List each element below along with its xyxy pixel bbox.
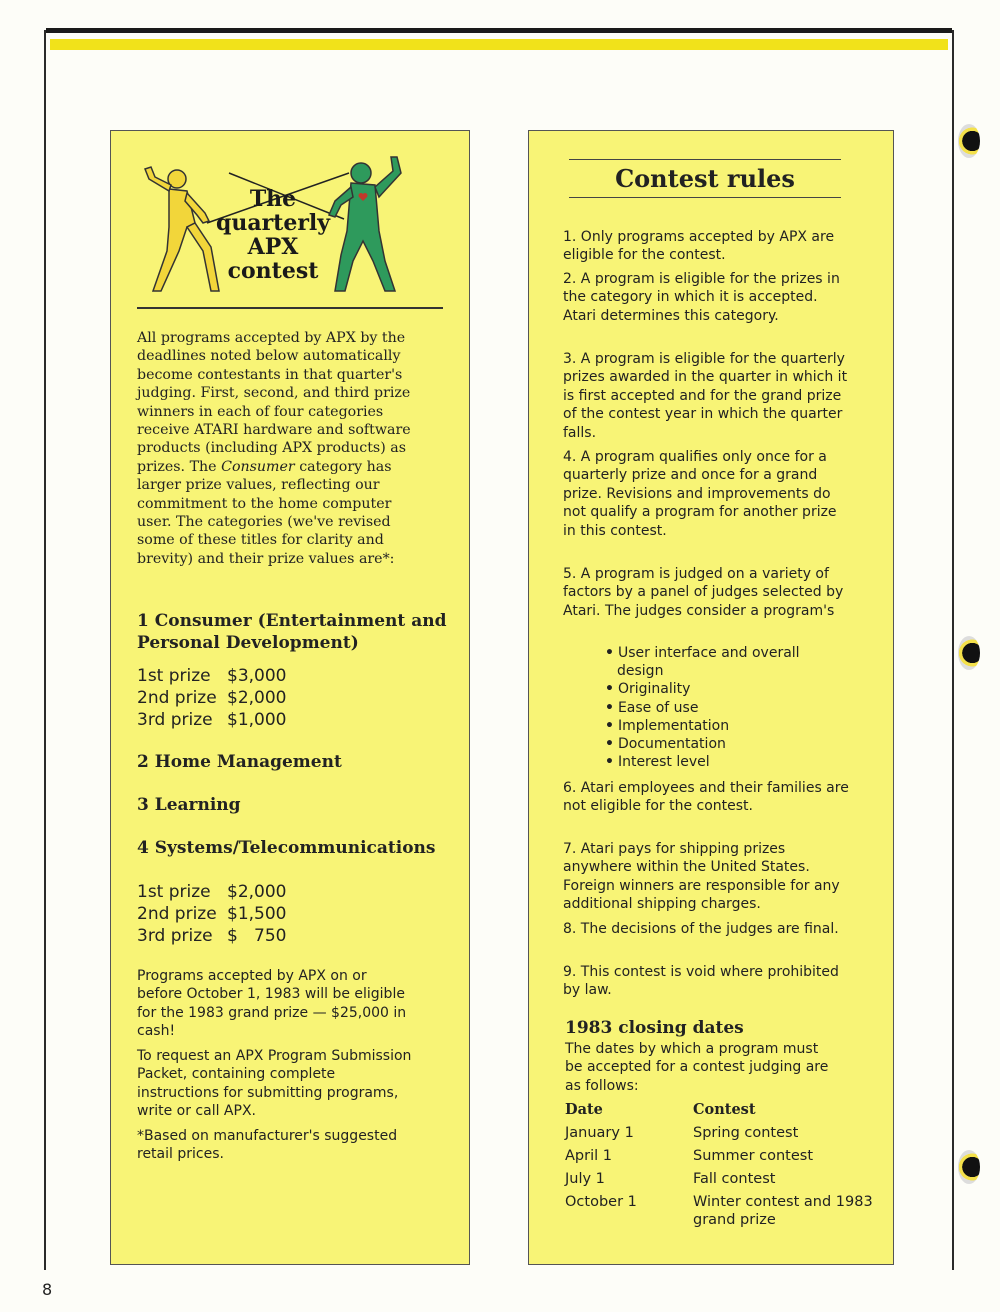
prize-row (137, 709, 387, 731)
date-cell: January 1 (565, 1125, 634, 1141)
rule-item: 8. The decisions of the judges are final. (563, 921, 839, 937)
table-row (565, 1124, 873, 1142)
closing-dates-intro: The dates by which a program must be accepted for a contest judging are as follows: (565, 1041, 829, 1094)
list-item: • Implementation (605, 717, 805, 735)
category-heading: 1 Consumer (Entertainment and Personal Development) (137, 611, 447, 653)
top-black-rule (46, 28, 952, 33)
intro-text: category has larger prize values, reflecting our commitment to the home computer user. The categories (we've revised some of these titles for clarity and brevity) and their prize values are*: (137, 458, 395, 567)
rule-item: 3. A program is eligible for the quarterly prizes awarded in the quarter in which it is first accepted and for the grand prize of the contest year in which the quarter falls. (563, 351, 848, 441)
binder-hole-icon (958, 636, 980, 670)
table-row (565, 1193, 873, 1229)
rule-item: 6. Atari employees and their families are not eligible for the contest. (563, 780, 849, 815)
intro-emphasis: Consumer (221, 458, 295, 475)
prize-label: 2nd prize (137, 904, 217, 924)
table-row (565, 1170, 873, 1188)
category-heading: 4 Systems/Telecommunications (137, 838, 436, 858)
title-line: contest (227, 258, 319, 284)
intro-paragraph (137, 329, 427, 568)
list-item: • Interest level (605, 753, 805, 771)
rule-item: 1. Only programs accepted by APX are eligible for the contest. (563, 229, 835, 264)
table-header (565, 1101, 873, 1119)
prize-row (137, 903, 387, 925)
contest-cell: Summer contest (693, 1148, 814, 1164)
page-number: 8 (42, 1280, 53, 1299)
prize-label: 3rd prize (137, 710, 213, 730)
prize-row (137, 665, 387, 687)
rule-item: 2. A program is eligible for the prizes in the category in which it is accepted. Atari determines this category. (563, 271, 840, 324)
contest-title (203, 187, 343, 283)
prize-row (137, 925, 387, 947)
rules-title: Contest rules (615, 164, 795, 193)
title-line: The (249, 186, 297, 212)
table-row (565, 1147, 873, 1165)
prize-amount: $1,500 (227, 904, 287, 924)
title-line: quarterly (215, 210, 331, 236)
page-left-edge (44, 30, 46, 1270)
list-item: • Originality (605, 680, 805, 698)
list-item: • Documentation (605, 735, 805, 753)
column-header-contest: Contest (693, 1101, 756, 1118)
intro-text: All programs accepted by APX by the deadlines noted below automatically become contestants in that quarter's judging. First, second, and third prize winners in each of four categories receive ATARI hardware and software products (including APX products) as prizes. The (137, 330, 411, 475)
prize-amount: $2,000 (227, 688, 287, 708)
prize-label: 2nd prize (137, 688, 217, 708)
category-heading: 2 Home Management (137, 752, 342, 772)
date-cell: April 1 (565, 1148, 612, 1164)
prize-label: 3rd prize (137, 926, 213, 946)
prize-amount: $3,000 (227, 666, 287, 686)
prize-label: 1st prize (137, 666, 211, 686)
prize-list-systems (137, 881, 387, 947)
prize-label: 1st prize (137, 882, 211, 902)
list-item: • Ease of use (605, 699, 805, 717)
prize-amount: $ 750 (227, 926, 287, 946)
title-rule-top (569, 159, 841, 160)
quarterly-contest-panel (110, 130, 470, 1265)
title-divider (137, 307, 443, 309)
prize-row (137, 881, 387, 903)
contest-cell: Winter contest and 1983 grand prize (693, 1194, 873, 1228)
closing-dates-table (565, 1101, 873, 1234)
prize-amount: $2,000 (227, 882, 287, 902)
title-line: APX (247, 234, 299, 260)
prize-row (137, 687, 387, 709)
title-rule-bottom (569, 197, 841, 198)
contest-cell: Fall contest (693, 1171, 776, 1187)
rule-item: 7. Atari pays for shipping prizes anywhere within the United States. Foreign winners are responsible for any additional shipping charges. (563, 841, 840, 913)
closing-dates-heading: 1983 closing dates (565, 1018, 744, 1038)
binder-hole-icon (958, 1150, 980, 1184)
page-right-edge (952, 30, 954, 1270)
judging-factors-list (605, 644, 805, 771)
category-heading: 3 Learning (137, 795, 241, 815)
date-cell: October 1 (565, 1194, 637, 1210)
rule-item: 5. A program is judged on a variety of factors by a panel of judges selected by Atari. The judges consider a program's (563, 566, 844, 619)
rule-item: 9. This contest is void where prohibited by law. (563, 964, 839, 999)
binder-hole-icon (958, 124, 980, 158)
top-yellow-band (50, 39, 948, 50)
prize-amount: $1,000 (227, 710, 287, 730)
rule-item: 4. A program qualifies only once for a quarterly prize and once for a grand prize. Revisions and improvements do not qualify a program for another prize in this contest. (563, 449, 837, 539)
date-cell: July 1 (565, 1171, 605, 1187)
column-header-date: Date (565, 1101, 603, 1118)
contest-rules-panel (528, 130, 894, 1265)
grand-prize-paragraph: Programs accepted by APX on or before October 1, 1983 will be eligible for the 1983 grand prize — $25,000 in cash! (137, 968, 407, 1040)
prize-list-consumer (137, 665, 387, 731)
list-item: • User interface and overall design (605, 644, 805, 680)
request-packet-paragraph: To request an APX Program Submission Packet, containing complete instructions for submitting programs, write or call APX. (137, 1048, 412, 1120)
footnote: *Based on manufacturer's suggested retail prices. (137, 1128, 398, 1163)
contest-cell: Spring contest (693, 1125, 799, 1141)
